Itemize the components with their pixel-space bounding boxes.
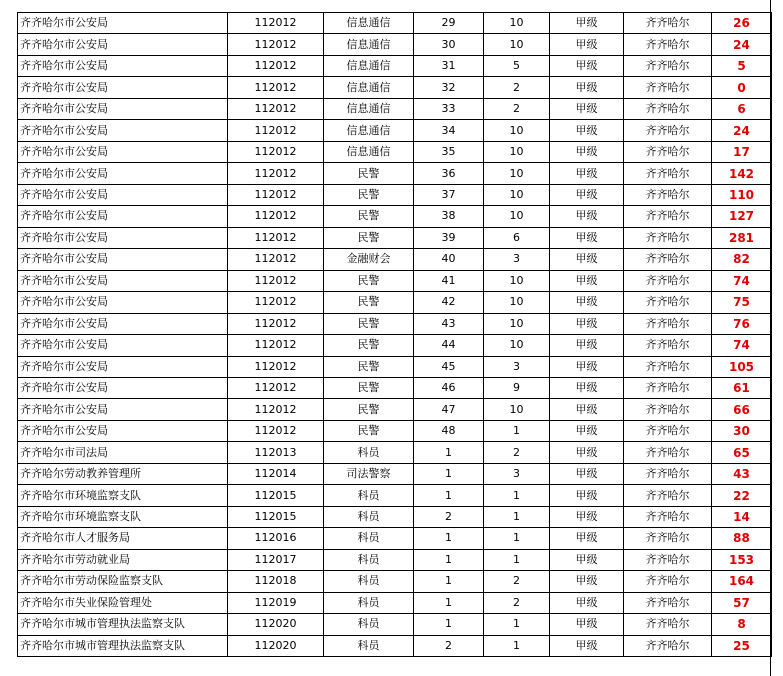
table-row [18,184,772,205]
cell-post-number: 30 [414,34,484,55]
cell-level: 甲级 [550,335,624,356]
cell-region: 齐齐哈尔 [624,249,712,270]
cell-unit: 齐齐哈尔市公安局 [18,34,228,55]
cell-position: 民警 [324,227,414,248]
cell-region: 齐齐哈尔 [624,506,712,527]
cell-quota: 10 [484,270,550,291]
cell-unit: 齐齐哈尔市公安局 [18,313,228,334]
table-row [18,163,772,184]
cell-applicant-count: 74 [712,270,772,291]
cell-code: 112014 [228,463,324,484]
cell-position: 信息通信 [324,55,414,76]
cell-code: 112013 [228,442,324,463]
cell-applicant-count: 57 [712,592,772,613]
cell-level: 甲级 [550,485,624,506]
cell-applicant-count: 153 [712,549,772,570]
cell-position: 民警 [324,163,414,184]
cell-unit: 齐齐哈尔市公安局 [18,120,228,141]
cell-applicant-count: 24 [712,120,772,141]
cell-region: 齐齐哈尔 [624,528,712,549]
cell-unit: 齐齐哈尔市公安局 [18,249,228,270]
cell-unit: 齐齐哈尔市环境监察支队 [18,485,228,506]
cell-quota: 2 [484,571,550,592]
cell-region: 齐齐哈尔 [624,184,712,205]
cell-post-number: 1 [414,485,484,506]
cell-quota: 2 [484,98,550,119]
cell-position: 科员 [324,571,414,592]
cell-code: 112020 [228,635,324,656]
cell-post-number: 43 [414,313,484,334]
cell-code: 112012 [228,184,324,205]
cell-applicant-count: 105 [712,356,772,377]
cell-post-number: 42 [414,292,484,313]
table-row [18,292,772,313]
cell-quota: 1 [484,549,550,570]
cell-code: 112012 [228,120,324,141]
cell-level: 甲级 [550,463,624,484]
cell-code: 112019 [228,592,324,613]
cell-code: 112012 [228,98,324,119]
cell-unit: 齐齐哈尔市公安局 [18,377,228,398]
cell-level: 甲级 [550,184,624,205]
cell-position: 司法警察 [324,463,414,484]
table-row [18,506,772,527]
cell-level: 甲级 [550,592,624,613]
cell-post-number: 41 [414,270,484,291]
cell-position: 科员 [324,614,414,635]
cell-region: 齐齐哈尔 [624,55,712,76]
table-row [18,377,772,398]
cell-level: 甲级 [550,506,624,527]
cell-code: 112012 [228,335,324,356]
cell-unit: 齐齐哈尔市公安局 [18,13,228,34]
cell-applicant-count: 30 [712,420,772,441]
cell-applicant-count: 74 [712,335,772,356]
cell-region: 齐齐哈尔 [624,34,712,55]
cell-position: 信息通信 [324,141,414,162]
cell-position: 民警 [324,399,414,420]
cell-position: 民警 [324,420,414,441]
cell-applicant-count: 66 [712,399,772,420]
cell-position: 科员 [324,635,414,656]
table-row [18,571,772,592]
cell-applicant-count: 22 [712,485,772,506]
cell-post-number: 38 [414,206,484,227]
cell-region: 齐齐哈尔 [624,356,712,377]
cell-level: 甲级 [550,313,624,334]
cell-post-number: 33 [414,98,484,119]
cell-code: 112012 [228,420,324,441]
cell-quota: 1 [484,506,550,527]
cell-position: 民警 [324,356,414,377]
cell-position: 科员 [324,485,414,506]
cell-code: 112012 [228,206,324,227]
cell-code: 112012 [228,292,324,313]
cell-quota: 1 [484,420,550,441]
cell-post-number: 1 [414,571,484,592]
table-row [18,227,772,248]
cell-quota: 10 [484,141,550,162]
cell-applicant-count: 14 [712,506,772,527]
cell-post-number: 40 [414,249,484,270]
table-row [18,356,772,377]
cell-applicant-count: 88 [712,528,772,549]
cell-quota: 10 [484,206,550,227]
table-row [18,13,772,34]
cell-position: 民警 [324,184,414,205]
table-row [18,528,772,549]
cell-post-number: 1 [414,442,484,463]
cell-level: 甲级 [550,635,624,656]
cell-post-number: 37 [414,184,484,205]
cell-post-number: 35 [414,141,484,162]
cell-code: 112012 [228,77,324,98]
cell-unit: 齐齐哈尔市劳动保险监察支队 [18,571,228,592]
cell-level: 甲级 [550,571,624,592]
cell-level: 甲级 [550,206,624,227]
cell-position: 信息通信 [324,120,414,141]
cell-code: 112017 [228,549,324,570]
cell-region: 齐齐哈尔 [624,377,712,398]
cell-level: 甲级 [550,77,624,98]
table-row [18,399,772,420]
cell-code: 112012 [228,270,324,291]
cell-region: 齐齐哈尔 [624,77,712,98]
cell-region: 齐齐哈尔 [624,335,712,356]
cell-applicant-count: 82 [712,249,772,270]
table-row [18,77,772,98]
cell-level: 甲级 [550,292,624,313]
table-row [18,442,772,463]
cell-unit: 齐齐哈尔市公安局 [18,141,228,162]
cell-quota: 1 [484,635,550,656]
cell-unit: 齐齐哈尔市公安局 [18,420,228,441]
table-row [18,249,772,270]
cell-position: 民警 [324,206,414,227]
cell-unit: 齐齐哈尔劳动教养管理所 [18,463,228,484]
table-row [18,55,772,76]
cell-unit: 齐齐哈尔市人才服务局 [18,528,228,549]
cell-unit: 齐齐哈尔市公安局 [18,335,228,356]
cell-level: 甲级 [550,249,624,270]
table-row [18,420,772,441]
cell-applicant-count: 43 [712,463,772,484]
cell-position: 信息通信 [324,77,414,98]
cell-quota: 10 [484,335,550,356]
cell-region: 齐齐哈尔 [624,485,712,506]
cell-quota: 10 [484,34,550,55]
cell-level: 甲级 [550,420,624,441]
cell-post-number: 31 [414,55,484,76]
cell-applicant-count: 281 [712,227,772,248]
cell-applicant-count: 127 [712,206,772,227]
cell-position: 信息通信 [324,34,414,55]
cell-region: 齐齐哈尔 [624,420,712,441]
cell-region: 齐齐哈尔 [624,635,712,656]
cell-quota: 1 [484,528,550,549]
cell-region: 齐齐哈尔 [624,13,712,34]
cell-region: 齐齐哈尔 [624,313,712,334]
cell-post-number: 48 [414,420,484,441]
table-row [18,592,772,613]
cell-code: 112012 [228,313,324,334]
cell-level: 甲级 [550,442,624,463]
cell-applicant-count: 65 [712,442,772,463]
cell-unit: 齐齐哈尔市公安局 [18,184,228,205]
table-row [18,141,772,162]
cell-applicant-count: 8 [712,614,772,635]
table-body [18,13,772,657]
recruitment-table-container [17,12,772,657]
cell-quota: 2 [484,442,550,463]
cell-post-number: 2 [414,635,484,656]
cell-code: 112015 [228,506,324,527]
cell-code: 112018 [228,571,324,592]
cell-unit: 齐齐哈尔市公安局 [18,227,228,248]
table-row [18,335,772,356]
cell-level: 甲级 [550,549,624,570]
cell-applicant-count: 26 [712,13,772,34]
cell-quota: 10 [484,163,550,184]
cell-level: 甲级 [550,120,624,141]
cell-code: 112012 [228,141,324,162]
cell-unit: 齐齐哈尔市城市管理执法监察支队 [18,635,228,656]
cell-code: 112012 [228,377,324,398]
table-row [18,549,772,570]
cell-post-number: 1 [414,528,484,549]
cell-region: 齐齐哈尔 [624,571,712,592]
cell-code: 112015 [228,485,324,506]
cell-unit: 齐齐哈尔市司法局 [18,442,228,463]
cell-unit: 齐齐哈尔市公安局 [18,292,228,313]
table-row [18,34,772,55]
sheet-right-border [770,0,771,676]
cell-code: 112012 [228,356,324,377]
cell-region: 齐齐哈尔 [624,270,712,291]
table-row [18,98,772,119]
cell-region: 齐齐哈尔 [624,292,712,313]
cell-position: 民警 [324,292,414,313]
cell-quota: 10 [484,399,550,420]
cell-applicant-count: 24 [712,34,772,55]
cell-level: 甲级 [550,163,624,184]
cell-position: 科员 [324,549,414,570]
cell-applicant-count: 75 [712,292,772,313]
cell-quota: 1 [484,485,550,506]
cell-unit: 齐齐哈尔市公安局 [18,399,228,420]
cell-level: 甲级 [550,356,624,377]
cell-applicant-count: 5 [712,55,772,76]
cell-level: 甲级 [550,270,624,291]
cell-code: 112012 [228,55,324,76]
cell-region: 齐齐哈尔 [624,227,712,248]
cell-unit: 齐齐哈尔市公安局 [18,206,228,227]
cell-region: 齐齐哈尔 [624,98,712,119]
cell-region: 齐齐哈尔 [624,163,712,184]
cell-post-number: 1 [414,592,484,613]
cell-level: 甲级 [550,98,624,119]
cell-post-number: 32 [414,77,484,98]
cell-unit: 齐齐哈尔市公安局 [18,98,228,119]
cell-unit: 齐齐哈尔市公安局 [18,77,228,98]
cell-unit: 齐齐哈尔市环境监察支队 [18,506,228,527]
cell-post-number: 1 [414,549,484,570]
cell-quota: 10 [484,120,550,141]
cell-applicant-count: 17 [712,141,772,162]
cell-applicant-count: 0 [712,77,772,98]
cell-region: 齐齐哈尔 [624,592,712,613]
cell-quota: 10 [484,313,550,334]
cell-unit: 齐齐哈尔市公安局 [18,270,228,291]
cell-quota: 1 [484,614,550,635]
cell-position: 科员 [324,506,414,527]
cell-position: 民警 [324,335,414,356]
cell-quota: 2 [484,77,550,98]
cell-post-number: 47 [414,399,484,420]
cell-unit: 齐齐哈尔市城市管理执法监察支队 [18,614,228,635]
cell-region: 齐齐哈尔 [624,399,712,420]
cell-level: 甲级 [550,377,624,398]
cell-level: 甲级 [550,399,624,420]
table-row [18,485,772,506]
cell-post-number: 45 [414,356,484,377]
cell-applicant-count: 110 [712,184,772,205]
cell-position: 科员 [324,442,414,463]
cell-post-number: 1 [414,463,484,484]
table-row [18,635,772,656]
cell-position: 信息通信 [324,13,414,34]
cell-quota: 3 [484,463,550,484]
cell-unit: 齐齐哈尔市公安局 [18,356,228,377]
cell-level: 甲级 [550,614,624,635]
cell-applicant-count: 25 [712,635,772,656]
cell-region: 齐齐哈尔 [624,442,712,463]
cell-region: 齐齐哈尔 [624,206,712,227]
cell-quota: 5 [484,55,550,76]
cell-code: 112012 [228,249,324,270]
cell-post-number: 44 [414,335,484,356]
cell-code: 112012 [228,399,324,420]
table-row [18,270,772,291]
cell-region: 齐齐哈尔 [624,463,712,484]
cell-level: 甲级 [550,528,624,549]
cell-applicant-count: 76 [712,313,772,334]
cell-applicant-count: 61 [712,377,772,398]
cell-position: 金融财会 [324,249,414,270]
cell-unit: 齐齐哈尔市失业保险管理处 [18,592,228,613]
cell-level: 甲级 [550,55,624,76]
cell-level: 甲级 [550,227,624,248]
cell-applicant-count: 6 [712,98,772,119]
cell-quota: 6 [484,227,550,248]
cell-quota: 10 [484,292,550,313]
cell-post-number: 39 [414,227,484,248]
cell-position: 民警 [324,313,414,334]
cell-position: 科员 [324,592,414,613]
cell-code: 112012 [228,163,324,184]
cell-position: 民警 [324,377,414,398]
cell-region: 齐齐哈尔 [624,120,712,141]
cell-level: 甲级 [550,141,624,162]
cell-quota: 10 [484,184,550,205]
cell-applicant-count: 142 [712,163,772,184]
cell-post-number: 34 [414,120,484,141]
cell-quota: 3 [484,356,550,377]
cell-level: 甲级 [550,13,624,34]
table-row [18,614,772,635]
cell-region: 齐齐哈尔 [624,614,712,635]
cell-position: 科员 [324,528,414,549]
cell-post-number: 2 [414,506,484,527]
table-row [18,313,772,334]
cell-code: 112012 [228,34,324,55]
cell-post-number: 29 [414,13,484,34]
cell-quota: 3 [484,249,550,270]
cell-unit: 齐齐哈尔市公安局 [18,163,228,184]
cell-unit: 齐齐哈尔市公安局 [18,55,228,76]
cell-post-number: 1 [414,614,484,635]
cell-position: 民警 [324,270,414,291]
table-row [18,206,772,227]
cell-quota: 10 [484,13,550,34]
table-row [18,463,772,484]
cell-code: 112012 [228,13,324,34]
cell-applicant-count: 164 [712,571,772,592]
cell-region: 齐齐哈尔 [624,141,712,162]
cell-position: 信息通信 [324,98,414,119]
cell-unit: 齐齐哈尔市劳动就业局 [18,549,228,570]
cell-post-number: 36 [414,163,484,184]
cell-post-number: 46 [414,377,484,398]
cell-level: 甲级 [550,34,624,55]
cell-code: 112016 [228,528,324,549]
cell-quota: 9 [484,377,550,398]
cell-quota: 2 [484,592,550,613]
cell-region: 齐齐哈尔 [624,549,712,570]
table-row [18,120,772,141]
recruitment-table [17,12,772,657]
cell-code: 112012 [228,227,324,248]
cell-code: 112020 [228,614,324,635]
